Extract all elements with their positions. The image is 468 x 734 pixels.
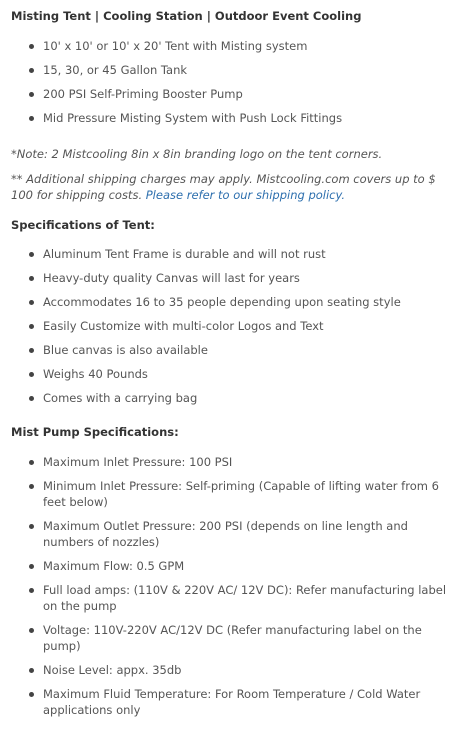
list-item: Maximum Flow: 0.5 GPM [11, 558, 460, 574]
list-item: Blue canvas is also available [11, 342, 460, 358]
list-item: Comes with a carrying bag [11, 390, 460, 406]
list-item: Full load amps: (110V & 220V AC/ 12V DC): Refer manufacturing label on the pump [11, 582, 460, 614]
pump-specs-title: Mist Pump Specifications: [11, 425, 179, 439]
shipping-note [11, 171, 460, 203]
page-heading: Misting Tent | Cooling Station | Outdoor Event Cooling [11, 9, 362, 23]
shipping-note-text: ** Additional shipping charges may apply. Mistcooling.com covers up to $ 100 for shipping costs. [11, 172, 436, 202]
list-item: Maximum Fluid Temperature: For Room Temperature / Cold Water applications only [11, 686, 460, 718]
pump-specs-list [11, 454, 460, 718]
list-item: Accommodates 16 to 35 people depending upon seating style [11, 294, 460, 310]
list-item: Mid Pressure Misting System with Push Lock Fittings [11, 110, 460, 126]
list-item: Weighs 40 Pounds [11, 366, 460, 382]
logo-note: *Note: 2 Mistcooling 8in x 8in branding logo on the tent corners. [11, 147, 383, 161]
list-item: Aluminum Tent Frame is durable and will not rust [11, 246, 460, 262]
list-item: Voltage: 110V-220V AC/12V DC (Refer manufacturing label on the pump) [11, 622, 460, 654]
list-item: Noise Level: appx. 35db [11, 662, 460, 678]
list-item: Heavy-duty quality Canvas will last for years [11, 270, 460, 286]
shipping-policy-link[interactable]: Please refer to our shipping policy. [145, 188, 346, 202]
list-item: 10' x 10' or 10' x 20' Tent with Misting system [11, 38, 460, 54]
feature-list [11, 38, 460, 126]
list-item: Maximum Outlet Pressure: 200 PSI (depends on line length and numbers of nozzles) [11, 518, 460, 550]
list-item: 15, 30, or 45 Gallon Tank [11, 62, 460, 78]
list-item: 200 PSI Self-Priming Booster Pump [11, 86, 460, 102]
tent-specs-list [11, 246, 460, 406]
tent-specs-title: Specifications of Tent: [11, 218, 155, 232]
list-item: Maximum Inlet Pressure: 100 PSI [11, 454, 460, 470]
list-item: Minimum Inlet Pressure: Self-priming (Capable of lifting water from 6 feet below) [11, 478, 460, 510]
list-item: Easily Customize with multi-color Logos and Text [11, 318, 460, 334]
